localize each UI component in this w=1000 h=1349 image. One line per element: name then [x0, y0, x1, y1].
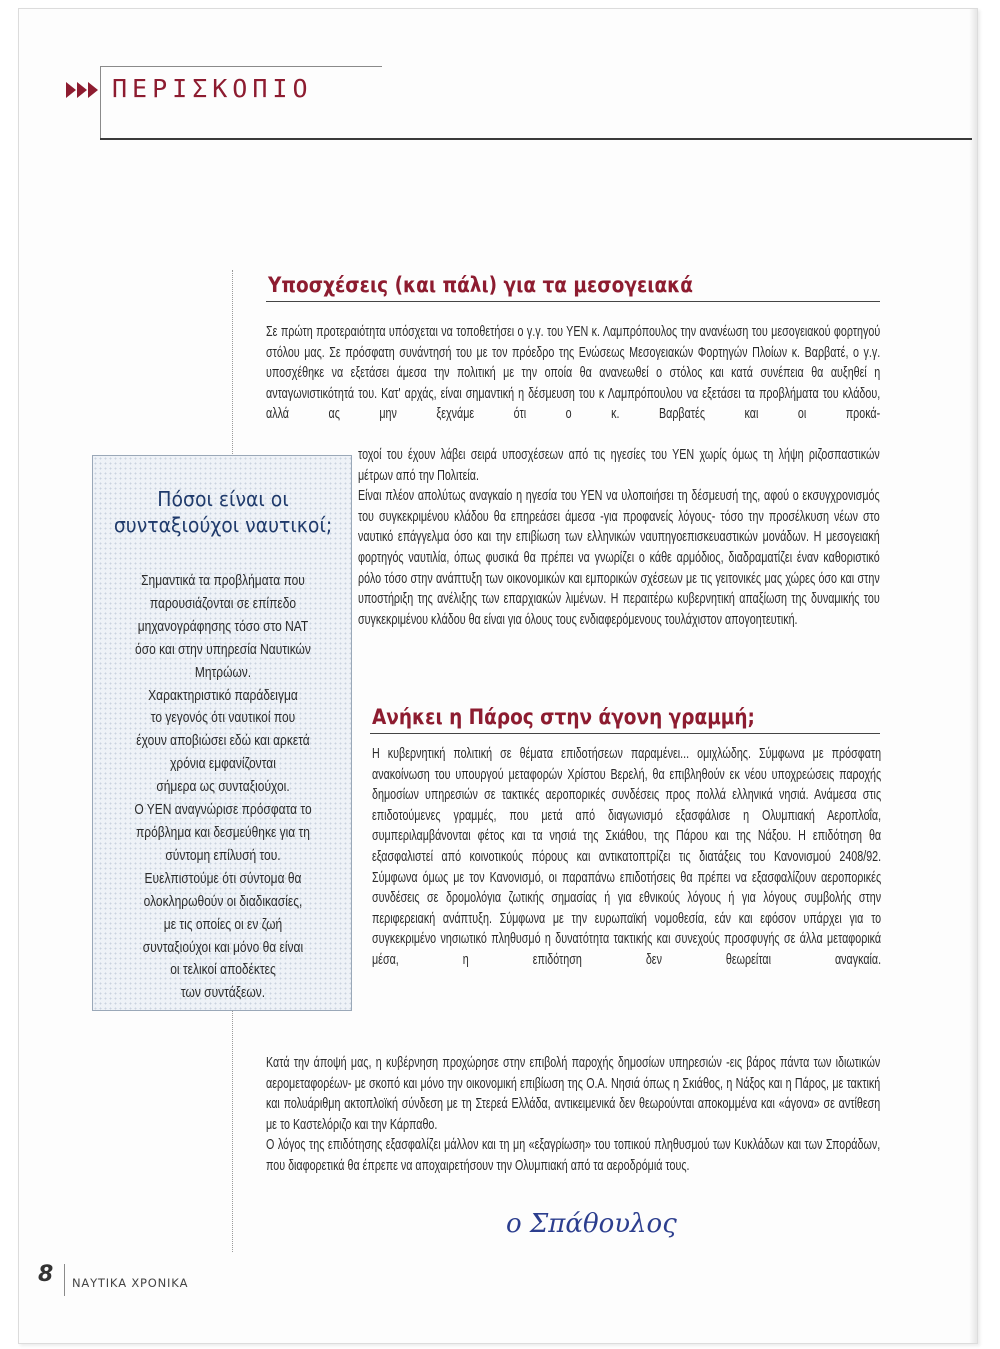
- article-1-headline: Υποσχέσεις (και πάλι) για τα μεσογειακά: [268, 273, 693, 297]
- sidebar-title-line-2: συνταξιούχοι ναυτικοί;: [113, 513, 333, 537]
- sidebar-line: έχουν αποβιώσει εδώ και αρκετά: [136, 732, 310, 750]
- article-2-paragraph: Η κυβερνητική πολιτική σε θέματα επιδοτήσεων παραμένει... ομιχλώδης. Σύμφωνα με πρόσφατη ανακοίνωση του υπουργού μεταφορών Χρίστου Βερελή, θα επιβληθούν εκ νέου υποχρεώσεις παροχής δημοσίων υπηρεσιών σε τακτικές αεροπορικές συνδέσεις προς πολλά ελληνικά νησιά. Ανάμεσα στις επιδοτούμενες γραμμές, που μετά από διαγωνισμό εξασφάλισε η Ολυμπιακή Αεροπλοΐα, συμπεριλαμβάνονται φέτος και τα νησιά της Σκιάθου, της Πάρου και της Νάξου. Η επιδότηση θα εξασφαλιστεί από κοινοτικούς πόρους και αντικατοπτρίζει τις διατάξεις του Κανονισμού 2408/92. Σύμφωνα όμως με τον Κανονισμό, οι παραπάνω επιδοτήσεις θα πρέπει να εξασφαλίζουν αεροπορικές συνδέσεις σε δρομολόγια ζωτικής σημασίας ή για εθνικούς λόγους ή για λόγους συμβολής στην περιφερειακή ανάπτυξη. Σύμφωνα με την ευρωπαϊκή νομοθεσία, εάν και εφόσον υπάρχει για το συγκεκριμένο νησιωτικό πληθυσμό η δυνατότητα τακτικής και συνεχούς προσφυγής σε άλλα μεταφορικά μέσα, η επιδότηση δεν θεωρείται αναγκαία.: [372, 746, 882, 968]
- sidebar-line: χρόνια εμφανίζονται: [170, 755, 276, 773]
- article-1-paragraph: Σε πρώτη προτεραιότητα υπόσχεται να τοποθετήσει ο γ.γ. του ΥΕΝ κ. Λαμπρόπουλος την ανανέωση του μεσογειακού φορτηγού στόλου μας. Σε πρόσφατη συνάντησή του με τον πρόεδρο της Ενώσεως Μεσογειακών Φορτηγών Πλοίων κ. Βαρβατέ, ο γ.γ. υποσχέθηκε να εξετάσει άμεσα την πολιτική με την οποία θα ανανεωθεί ο στόλος και κατά συνέπεια θα αυξηθεί η ανταγωνιστικότητά του. Κατ' αρχάς, είναι σημαντική η δέσμευση του κ Λαμπρόπουλου να εξετάσει τα προβλήματα του κλάδου, αλλά ας μην ξεχνάμε ότι ο κ. Βαρβατές και οι προκά-: [266, 324, 881, 423]
- sidebar-title-line-1: Πόσοι είναι οι: [157, 487, 289, 511]
- sidebar-title: [93, 486, 353, 538]
- sidebar-line: των συντάξεων.: [180, 984, 266, 1002]
- article-1-paragraph-continued: τοχοί του έχουν λάβει σειρά υποσχέσεων από τις ηγεσίες του ΥΕΝ χωρίς όμως τη λήψη ριζοσπαστικών μέτρων από την Πολιτεία. Είναι πλέον απολύτως αναγκαίο η ηγεσία του ΥΕΝ να υλοποιήσει τη δέσμευσή της, αφού ο εκσυγχρονισμός του συγκεκριμένου κλάδου θα επηρεάσει άμεσα -για προφανείς λόγους- τόσο την προσέλκυση νέων στο ναυτικό επάγγελμα όσο και την επιβίωση των ελληνικών ναυπηγοεπισκευαστικών μονάδων. Η μεσογειακή φορτηγός ναυτιλία, όπως φυσικά θα πρέπει να γνωρίζει ο κάθε αρμόδιος, διαδραματίζει έναν καθοριστικό ρόλο τόσο στην ανάπτυξη των οικονομικών και εμπορικών σχέσεων με τις γειτονικές μας χώρες όσο και στην υποστήριξη της ανέλιξης των επαρχιακών λιμένων. Η περαιτέρω κυβερνητική απαξίωση της δυναμικής του συγκεκριμένου κλάδου θα είναι για όλους τους ενδιαφερόμενους τουλάχιστον απογοητευτική.: [358, 447, 880, 628]
- article-2-headline: Ανήκει η Πάρος στην άγονη γραμμή;: [372, 705, 755, 729]
- sidebar-text: [99, 570, 347, 1005]
- sidebar-line: Σημαντικά τα προβλήματα που: [141, 572, 305, 589]
- sidebar-line: όσο και στην υπηρεσία Ναυτικών: [135, 640, 311, 658]
- sidebar-box: [92, 455, 352, 1011]
- page-edge-shadow: [969, 9, 977, 1343]
- sidebar-line: ολοκληρωθούν οι διαδικασίες,: [143, 892, 303, 910]
- sidebar-line: Χαρακτηριστικό παράδειγμα: [148, 686, 298, 704]
- sidebar-line: το γεγονός ότι ναυτικοί που: [150, 709, 296, 727]
- sidebar-line: σήμερα ως συνταξιούχοι.: [156, 778, 290, 796]
- sidebar-line: με τις οποίες οι εν ζωή: [163, 915, 283, 933]
- header-bottom-rule: [100, 138, 972, 140]
- triple-arrow-icon: [66, 78, 112, 102]
- publication-name: ΝΑΥΤΙΚΑ ΧΡΟΝΙΚΑ: [72, 1276, 189, 1290]
- sidebar-line: πρόβλημα και δεσμεύθηκε για τη: [136, 823, 310, 841]
- sidebar-line: οι τελικοί αποδέκτες: [170, 961, 276, 979]
- sidebar-line: Μητρώων.: [194, 663, 252, 681]
- section-title: ΠΕΡΙΣΚΟΠΙΟ: [112, 74, 313, 103]
- header-vertical-rule: [100, 66, 101, 138]
- article-2-headline-rule: [370, 733, 880, 734]
- sidebar-line: μηχανογράφησης τόσο στο ΝΑΤ: [137, 617, 309, 635]
- signature-text: ο Σπάθουλος: [506, 1209, 677, 1239]
- sidebar-line: παρουσιάζονται σε επίπεδο: [149, 594, 297, 612]
- article-1-headline-rule: [266, 301, 880, 302]
- sidebar-line: Ο ΥΕΝ αναγνώρισε πρόσφατα το: [134, 801, 312, 819]
- page-number: 8: [38, 1262, 54, 1287]
- sidebar-line: συνταξιούχοι και μόνο θα είναι: [142, 938, 304, 956]
- article-2-paragraph-continued: Κατά την άποψή μας, η κυβέρνηση προχώρησε στην επιβολή παροχής δημοσίων υπηρεσιών -εις βάρος πάντα των ιδιωτικών αερομεταφορέων- με σκοπό και μόνο την οικονομική επιβίωση της Ο.Α. Νησιά όπως η Σκιάθος, η Νάξος και η Πάρος, με τακτική και πολυάριθμη ακτοπλοϊκή σύνδεση με τη Στερεά Ελλάδα, αντικειμενικά δεν θεωρούνται αποκομμένα και «άγονα» σε αντίθεση με το Καστελόριζο και την Κάρπαθο. Ο λόγος της επιδότησης εξασφαλίζει μάλλον και τη μη «εξαγρίωση» του τοπικού πληθυσμού των Κυκλάδων και των Σποράδων, που διαφορετικά θα έπρεπε να αποχαιρετήσουν την Ολυμπιακή από τα αεροδρόμιά τους.: [266, 1055, 881, 1174]
- footer-divider: [64, 1264, 65, 1296]
- handwritten-signature: [498, 1188, 798, 1258]
- header-top-rule: [100, 66, 382, 67]
- sidebar-line: Ευελπιστούμε ότι σύντομα θα: [144, 869, 302, 887]
- sidebar-line: σύντομη επίλυσή του.: [165, 846, 281, 864]
